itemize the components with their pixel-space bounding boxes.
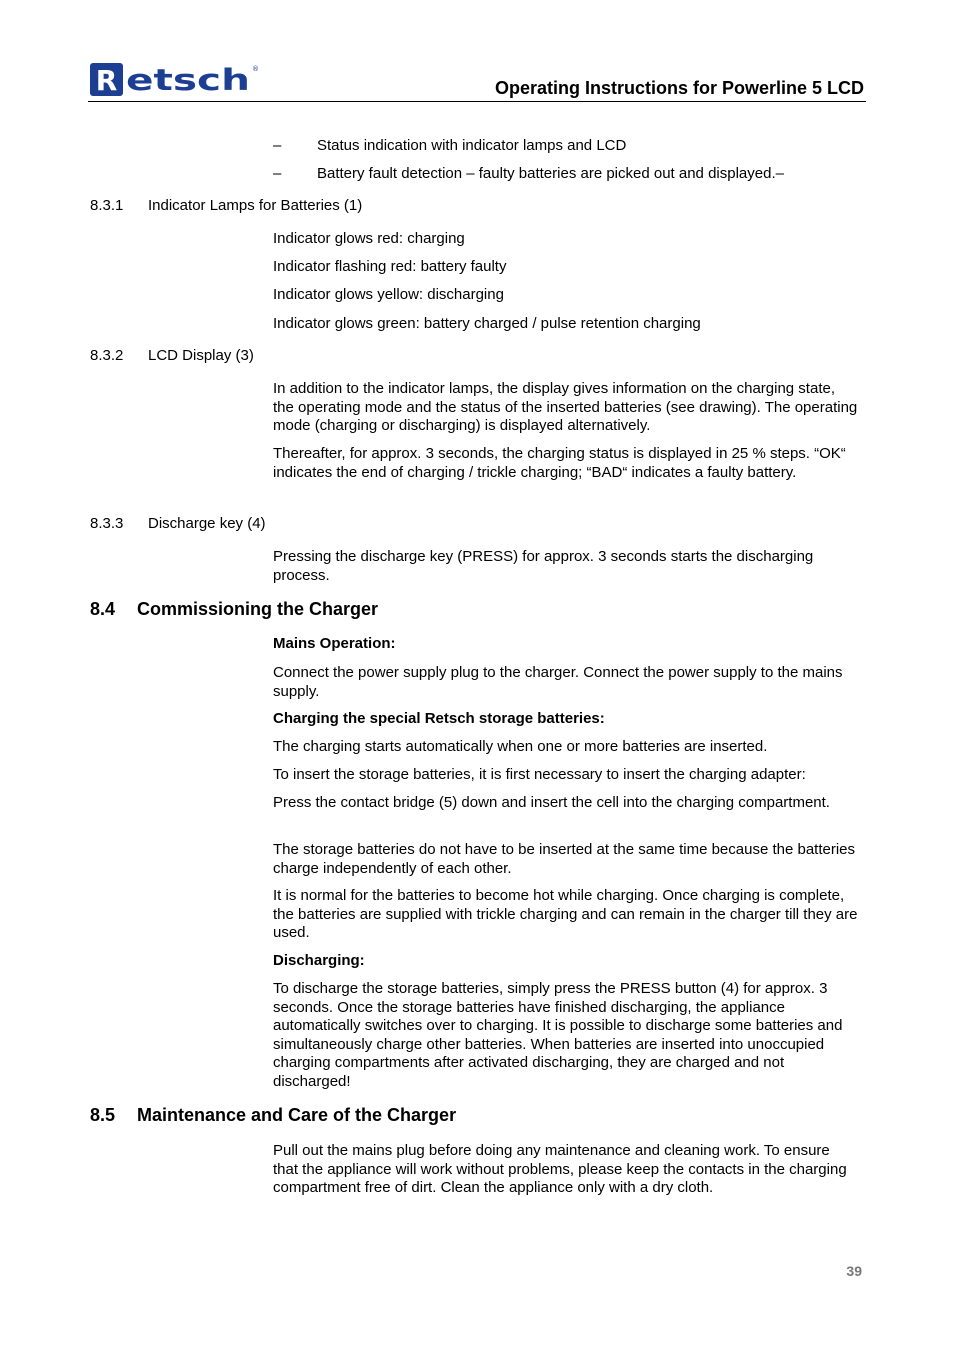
- indicator-line: Indicator glows green: battery charged / pulse retention charging: [273, 315, 701, 332]
- section-number: 8.3.1: [90, 197, 124, 214]
- document-title: Operating Instructions for Powerline 5 LCD: [494, 78, 864, 98]
- paragraph: In addition to the indicator lamps, the display gives information on the charging state, the operating mode and the status of the inserted batteries (see drawing). The operating mode (charging or discharging) is displayed alternatively.: [273, 380, 858, 434]
- bullet-dash: –: [273, 137, 282, 154]
- bullet-text: Status indication with indicator lamps and LCD: [317, 137, 627, 154]
- paragraph: The storage batteries do not have to be inserted at the same time because the batteries charge independently of each other.: [273, 841, 856, 877]
- section-heading: Commissioning the Charger: [137, 599, 379, 619]
- bullet-dash: –: [273, 165, 282, 182]
- paragraph: Pull out the mains plug before doing any maintenance and cleaning work. To ensure that the appliance will work without problems, please keep the contacts in the charging compartment free of dirt. Clean the appliance only with a dry cloth.: [273, 1142, 847, 1196]
- section-number: 8.4: [90, 599, 116, 619]
- bullet-text: Battery fault detection – faulty batteries are picked out and displayed.–: [317, 165, 784, 182]
- svg-text:etsch: etsch: [126, 63, 250, 97]
- indicator-line: Indicator glows red: charging: [273, 230, 465, 247]
- paragraph: Thereafter, for approx. 3 seconds, the charging status is displayed in 25 % steps. “OK“ indicates the end of charging / trickle charging; “BAD“ indicates a faulty battery.: [273, 445, 846, 481]
- section-number: 8.5: [90, 1105, 116, 1125]
- svg-text:R: R: [95, 64, 118, 97]
- subheading: Discharging:: [273, 952, 365, 969]
- paragraph: The charging starts automatically when one or more batteries are inserted.: [273, 738, 768, 755]
- header-divider: [88, 101, 866, 102]
- page-number: 39: [846, 1263, 862, 1279]
- section-heading: Discharge key (4): [148, 515, 266, 532]
- paragraph: To insert the storage batteries, it is first necessary to insert the charging adapter:: [273, 766, 806, 783]
- subheading: Mains Operation:: [273, 635, 396, 652]
- paragraph: To discharge the storage batteries, simply press the PRESS button (4) for approx. 3 seconds. Once the storage batteries have finished discharging, the appliance automatically switches over to charging. It is possible to discharge some batteries and simultaneously charge other batteries. When batteries are inserted into unoccupied charging compartments after activated discharging, they are charged and not discharged!: [273, 980, 843, 1090]
- svg-text:®: ®: [252, 65, 259, 73]
- subheading: Charging the special Retsch storage batteries:: [273, 710, 605, 727]
- section-heading: Indicator Lamps for Batteries (1): [148, 197, 363, 214]
- paragraph: Pressing the discharge key (PRESS) for approx. 3 seconds starts the discharging process.: [273, 548, 814, 584]
- paragraph: It is normal for the batteries to become hot while charging. Once charging is complete, the batteries are supplied with trickle charging and can remain in the charger till they are used.: [273, 887, 858, 941]
- indicator-line: Indicator flashing red: battery faulty: [273, 258, 507, 275]
- indicator-line: Indicator glows yellow: discharging: [273, 286, 504, 303]
- section-number: 8.3.2: [90, 347, 124, 364]
- paragraph: Press the contact bridge (5) down and insert the cell into the charging compartment.: [273, 794, 830, 811]
- paragraph: Connect the power supply plug to the charger. Connect the power supply to the mains supply.: [273, 664, 843, 700]
- section-heading: LCD Display (3): [148, 347, 254, 364]
- section-number: 8.3.3: [90, 515, 124, 532]
- retsch-logo: [90, 62, 260, 98]
- section-heading: Maintenance and Care of the Charger: [137, 1105, 457, 1125]
